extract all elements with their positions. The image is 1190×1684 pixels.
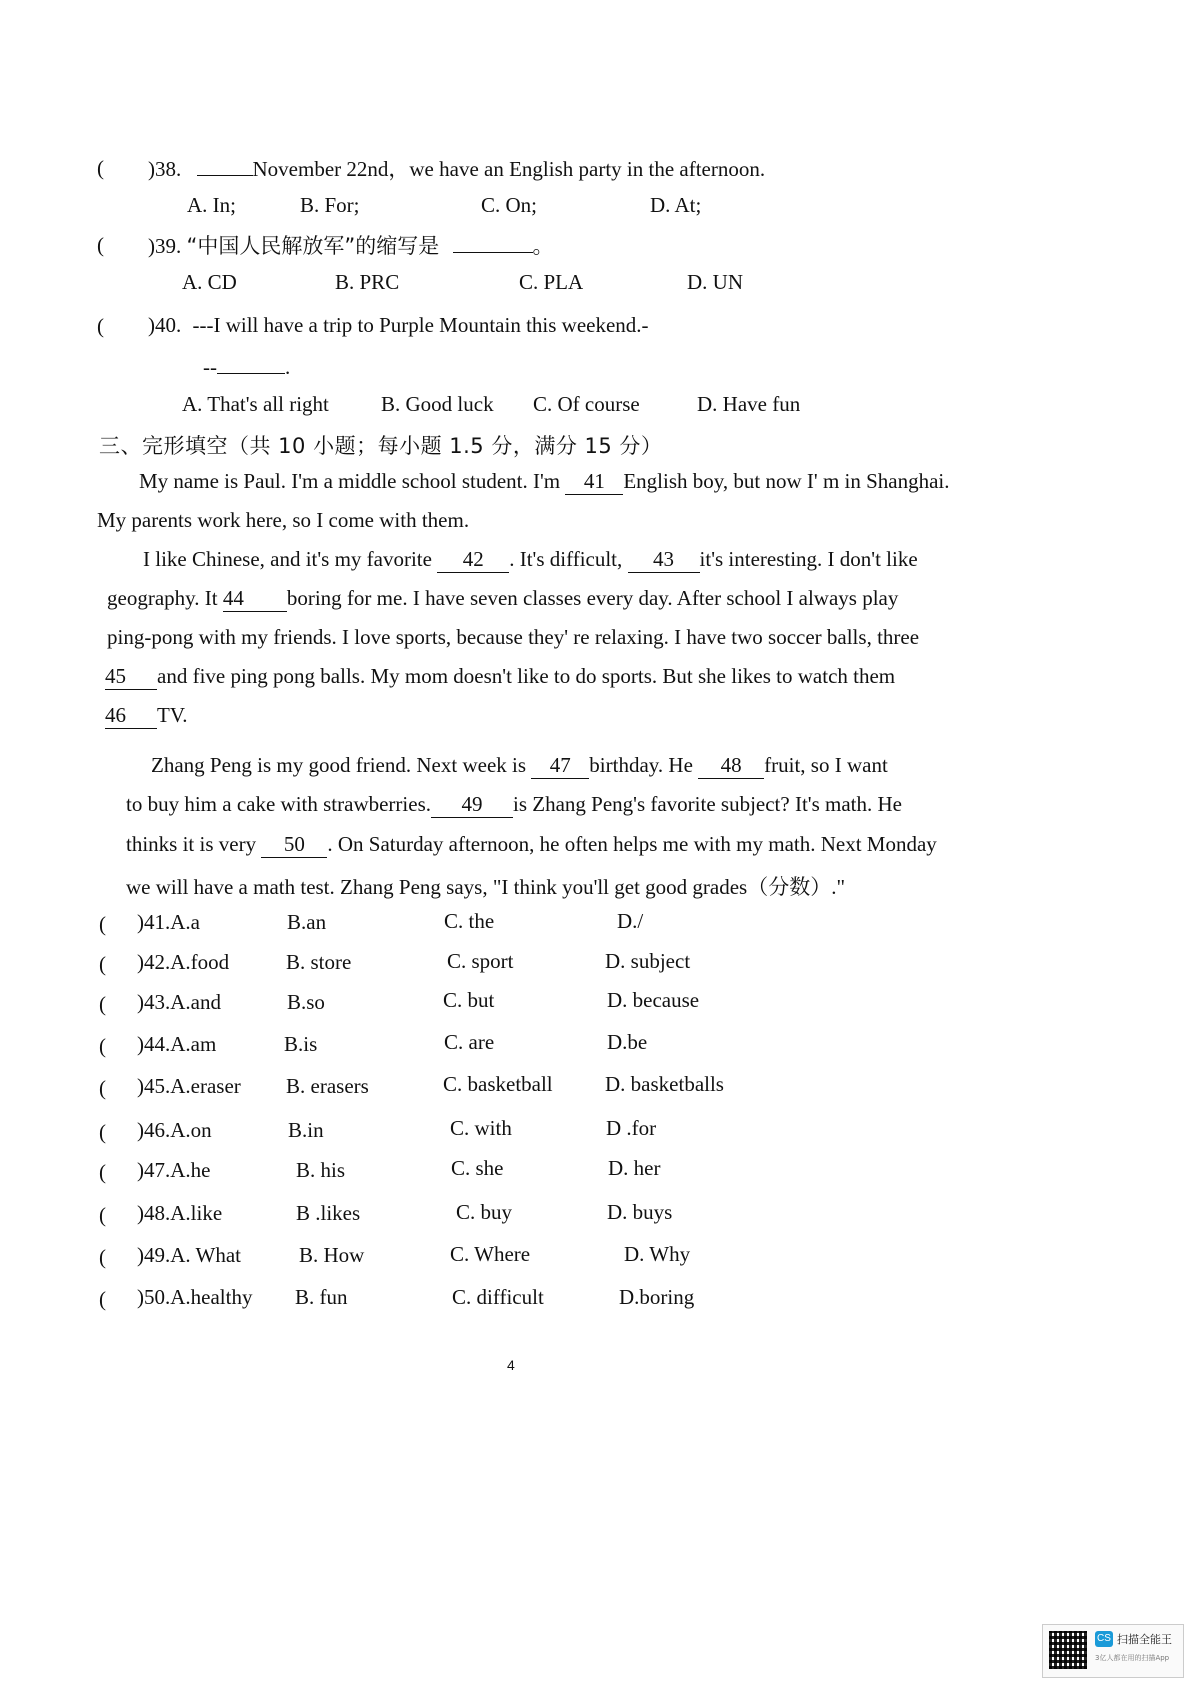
scanner-watermark-logo [1042,1624,1184,1678]
question-number: )39. [148,234,182,258]
answer-paren: ( [99,952,106,976]
option-c: C. sport [447,949,514,973]
passage-text: My name is Paul. I'm a middle school student. I'm [139,469,561,493]
cloze-blank-46: 46 [105,703,157,729]
cloze-num [137,1118,212,1143]
passage-line [126,832,937,858]
option-c: C. buy [456,1200,513,1224]
cloze-blank-49: 49 [431,792,513,818]
answer-paren: ( [99,1160,106,1184]
cloze-num [137,1074,241,1099]
passage-line [105,664,895,690]
option-c: C. On; [481,193,538,217]
answer-paren: ( [97,156,104,180]
option-c: C. PLA [519,270,584,294]
answer-paren: ( [97,233,104,257]
cloze-num [137,1201,222,1226]
cloze-blank-47: 47 [531,753,589,779]
passage-text: it's interesting. I don't like [699,547,918,571]
passage-text: Zhang Peng is my good friend. Next week is [151,753,527,777]
passage-line: ping-pong with my friends. I love sports, because they' re relaxing. I have two soccer balls, three [107,625,920,649]
option-a: A.eraser [170,1074,241,1098]
passage-line [107,586,898,612]
reply-end: . [285,355,291,379]
qr-code-icon [1049,1631,1087,1669]
passage-line [143,547,918,573]
option-b: B.so [287,990,325,1014]
cloze-num [137,1243,241,1268]
option-c: C. are [444,1030,495,1054]
question-number: )46. [137,1118,171,1142]
option-a: A.he [170,1158,211,1182]
passage-text: geography. It [107,586,218,610]
option-a: A. What [170,1243,242,1267]
page-number: 4 [507,1357,515,1373]
question-text: November 22nd，we have an English party in the afternoon. [252,157,766,181]
option-c: C. difficult [452,1285,544,1309]
passage-line: My parents work here, so I come with them. [97,508,470,532]
option-b: B. PRC [335,270,400,294]
passage-text: birthday. He [589,753,693,777]
question-number: )42. [137,950,171,974]
option-d: D. because [607,988,700,1012]
passage-text: is Zhang Peng's favorite subject? It's math. He [513,792,902,816]
option-c: C. basketball [443,1072,553,1096]
option-b: B. erasers [286,1074,369,1098]
question-number: )45. [137,1074,171,1098]
question-number: )50. [137,1285,171,1309]
passage-text: boring for me. I have seven classes every day. After school I always play [286,586,899,610]
answer-blank [217,351,285,374]
option-b: B.in [288,1118,324,1142]
option-a: A.like [170,1201,223,1225]
passage-text: fruit, so I want [764,753,888,777]
option-b: B. For; [300,193,360,217]
answer-paren: ( [99,1245,106,1269]
cloze-num [137,1032,216,1057]
option-b: B. How [299,1243,365,1267]
option-a: A.on [170,1118,212,1142]
option-d: D.boring [619,1285,695,1309]
answer-paren: ( [99,1120,106,1144]
passage-text: thinks it is very [126,832,257,856]
option-d: D. basketballs [605,1072,724,1096]
answer-paren: ( [99,912,106,936]
option-a: A.healthy [170,1285,253,1309]
option-c: C. Of course [533,392,640,416]
cloze-blank-43: 43 [628,547,700,573]
passage-line [126,792,902,818]
option-b: B. his [296,1158,346,1182]
option-d: D. UN [687,270,743,294]
scanner-app-name: 扫描全能王 [1117,1633,1172,1646]
option-b: B. store [286,950,352,974]
question-38 [148,153,765,183]
scanner-tagline: 3亿人都在用的扫描App [1095,1654,1170,1662]
cloze-blank-45: 45 [105,664,157,690]
cloze-blank-44: 44 [223,586,287,612]
option-d: D. Why [624,1242,691,1266]
passage-text: English boy, but now I' m in Shanghai. [623,469,950,493]
question-39 [148,230,554,260]
cloze-num [137,990,221,1015]
question-number: )49. [137,1243,171,1267]
option-d: D. Have fun [697,392,801,416]
option-b: B .likes [296,1201,361,1225]
option-d: D./ [617,909,644,933]
cloze-num [137,950,229,975]
cloze-num [137,910,200,935]
passage-text: and five ping pong balls. My mom doesn't like to do sports. But she likes to watch them [157,664,896,688]
option-a: A.and [170,990,221,1014]
option-d: D.be [607,1030,648,1054]
answer-paren: ( [99,1203,106,1227]
passage-text: to buy him a cake with strawberries. [126,792,431,816]
option-c: C. with [450,1116,512,1140]
option-a: A. CD [182,270,237,294]
cloze-blank-50: 50 [261,832,327,858]
question-text: “中国人民解放军”的缩写是 [186,234,440,258]
option-d: D. buys [607,1200,673,1224]
reply-dash: -- [203,355,217,379]
question-number: )43. [137,990,171,1014]
option-c: C. Where [450,1242,531,1266]
answer-blank [453,230,533,253]
question-number: )44. [137,1032,171,1056]
section-title: 三、完形填空（共 10 小题；每小题 1.5 分，满分 15 分） [99,434,663,458]
answer-paren: ( [99,1287,106,1311]
option-a: A. In; [187,193,236,217]
cloze-blank-41: 41 [565,469,623,495]
cloze-blank-48: 48 [698,753,764,779]
passage-line: we will have a math test. Zhang Peng says, "I think you'll get good grades（分数）." [126,875,846,899]
question-number: )40. [148,313,182,337]
option-b: B.is [284,1032,318,1056]
question-40-reply [203,351,290,381]
camscanner-icon: CS [1095,1631,1113,1647]
question-end: 。 [532,234,554,258]
option-d: D. subject [605,949,691,973]
passage-text: . It's difficult, [509,547,623,571]
question-40 [148,311,649,339]
option-a: A.food [170,950,230,974]
option-a: A.am [170,1032,217,1056]
question-number: )47. [137,1158,171,1182]
option-a: A. That's all right [182,392,329,416]
passage-text: . On Saturday afternoon, he often helps me with my math. Next Monday [327,832,937,856]
option-b: B.an [287,910,327,934]
question-number: )38. [148,157,182,181]
option-d: D. At; [650,193,702,217]
option-c: C. but [443,988,495,1012]
question-text: ---I will have a trip to Purple Mountain this weekend.- [192,313,649,337]
option-d: D. her [608,1156,661,1180]
passage-line [105,703,188,729]
option-d: D .for [606,1116,657,1140]
option-c: C. the [444,909,495,933]
answer-blank [197,153,253,176]
answer-paren: ( [99,1076,106,1100]
answer-paren: ( [97,314,104,338]
passage-text: TV. [157,703,188,727]
passage-line [151,753,888,779]
passage-line [139,469,950,495]
answer-paren: ( [99,992,106,1016]
question-number: )41. [137,910,171,934]
answer-paren: ( [99,1034,106,1058]
option-b: B. Good luck [381,392,494,416]
cloze-num [137,1285,252,1310]
question-number: )48. [137,1201,171,1225]
option-b: B. fun [295,1285,348,1309]
option-c: C. she [451,1156,504,1180]
cloze-blank-42: 42 [437,547,509,573]
option-a: A.a [170,910,200,934]
cloze-num [137,1158,211,1183]
passage-text: I like Chinese, and it's my favorite [143,547,432,571]
